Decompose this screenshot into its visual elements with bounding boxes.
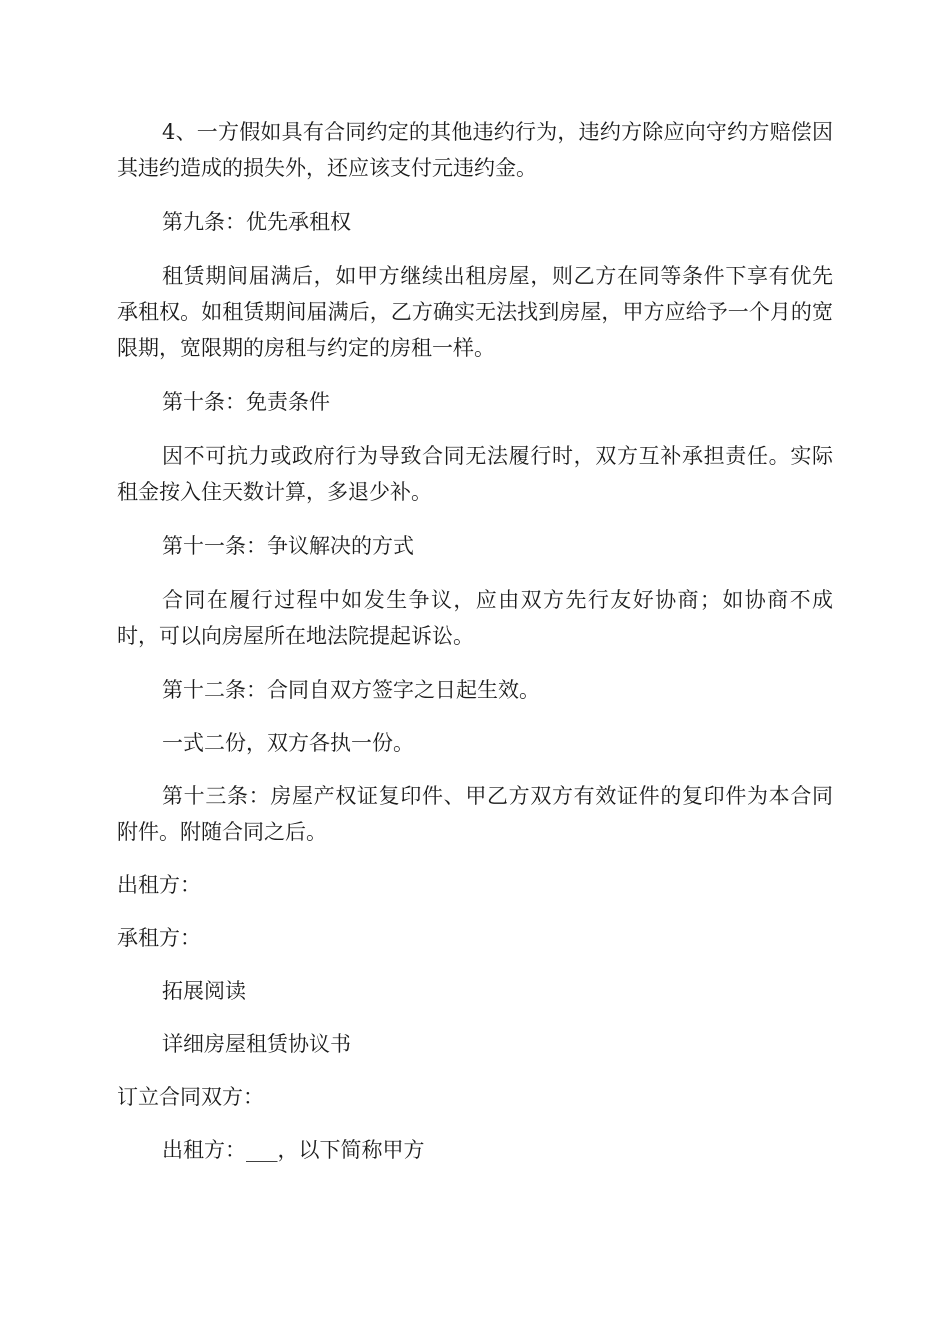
lessor-party-suffix: ，以下简称甲方	[277, 1138, 425, 1162]
clause-9-heading: 第九条：优先承租权	[162, 210, 351, 234]
lessor-name-blank: ___	[246, 1138, 278, 1162]
lessor-party-line	[117, 1132, 833, 1168]
lessee-signature-label: 承租方：	[117, 926, 201, 950]
clause-10-text: 因不可抗力或政府行为导致合同无法履行时，双方互补承担责任。实际租金按入住天数计算，多退少补。	[117, 444, 833, 504]
lessor-signature-label: 出租方：	[117, 873, 201, 897]
extended-reading-heading: 拓展阅读	[162, 979, 246, 1003]
copies-text: 一式二份，双方各执一份。	[162, 731, 414, 755]
clause-9-text: 租赁期间届满后，如甲方继续出租房屋，则乙方在同等条件下享有优先承租权。如租赁期间届满后，乙方确实无法找到房屋，甲方应给予一个月的宽限期，宽限期的房租与约定的房租一样。	[117, 264, 833, 360]
clause-8-item-4-text: 4、一方假如具有合同约定的其他违约行为，违约方除应向守约方赔偿因其违约造成的损失外，还应该支付元违约金。	[117, 120, 833, 180]
clause-13-text: 第十三条：房屋产权证复印件、甲乙方双方有效证件的复印件为本合同附件。附随合同之后。	[117, 784, 833, 844]
clause-11-text: 合同在履行过程中如发生争议，应由双方先行友好协商；如协商不成时，可以向房屋所在地法院提起诉讼。	[117, 588, 833, 648]
document-body	[117, 114, 833, 1168]
lessor-party-prefix: 出租方：	[162, 1138, 246, 1162]
agreement-title: 详细房屋租赁协议书	[162, 1032, 351, 1056]
clause-12-text: 第十二条：合同自双方签字之日起生效。	[162, 678, 540, 702]
contract-parties-label: 订立合同双方：	[117, 1085, 264, 1109]
clause-11-heading: 第十一条：争议解决的方式	[162, 534, 414, 558]
clause-10-heading: 第十条：免责条件	[162, 390, 330, 414]
